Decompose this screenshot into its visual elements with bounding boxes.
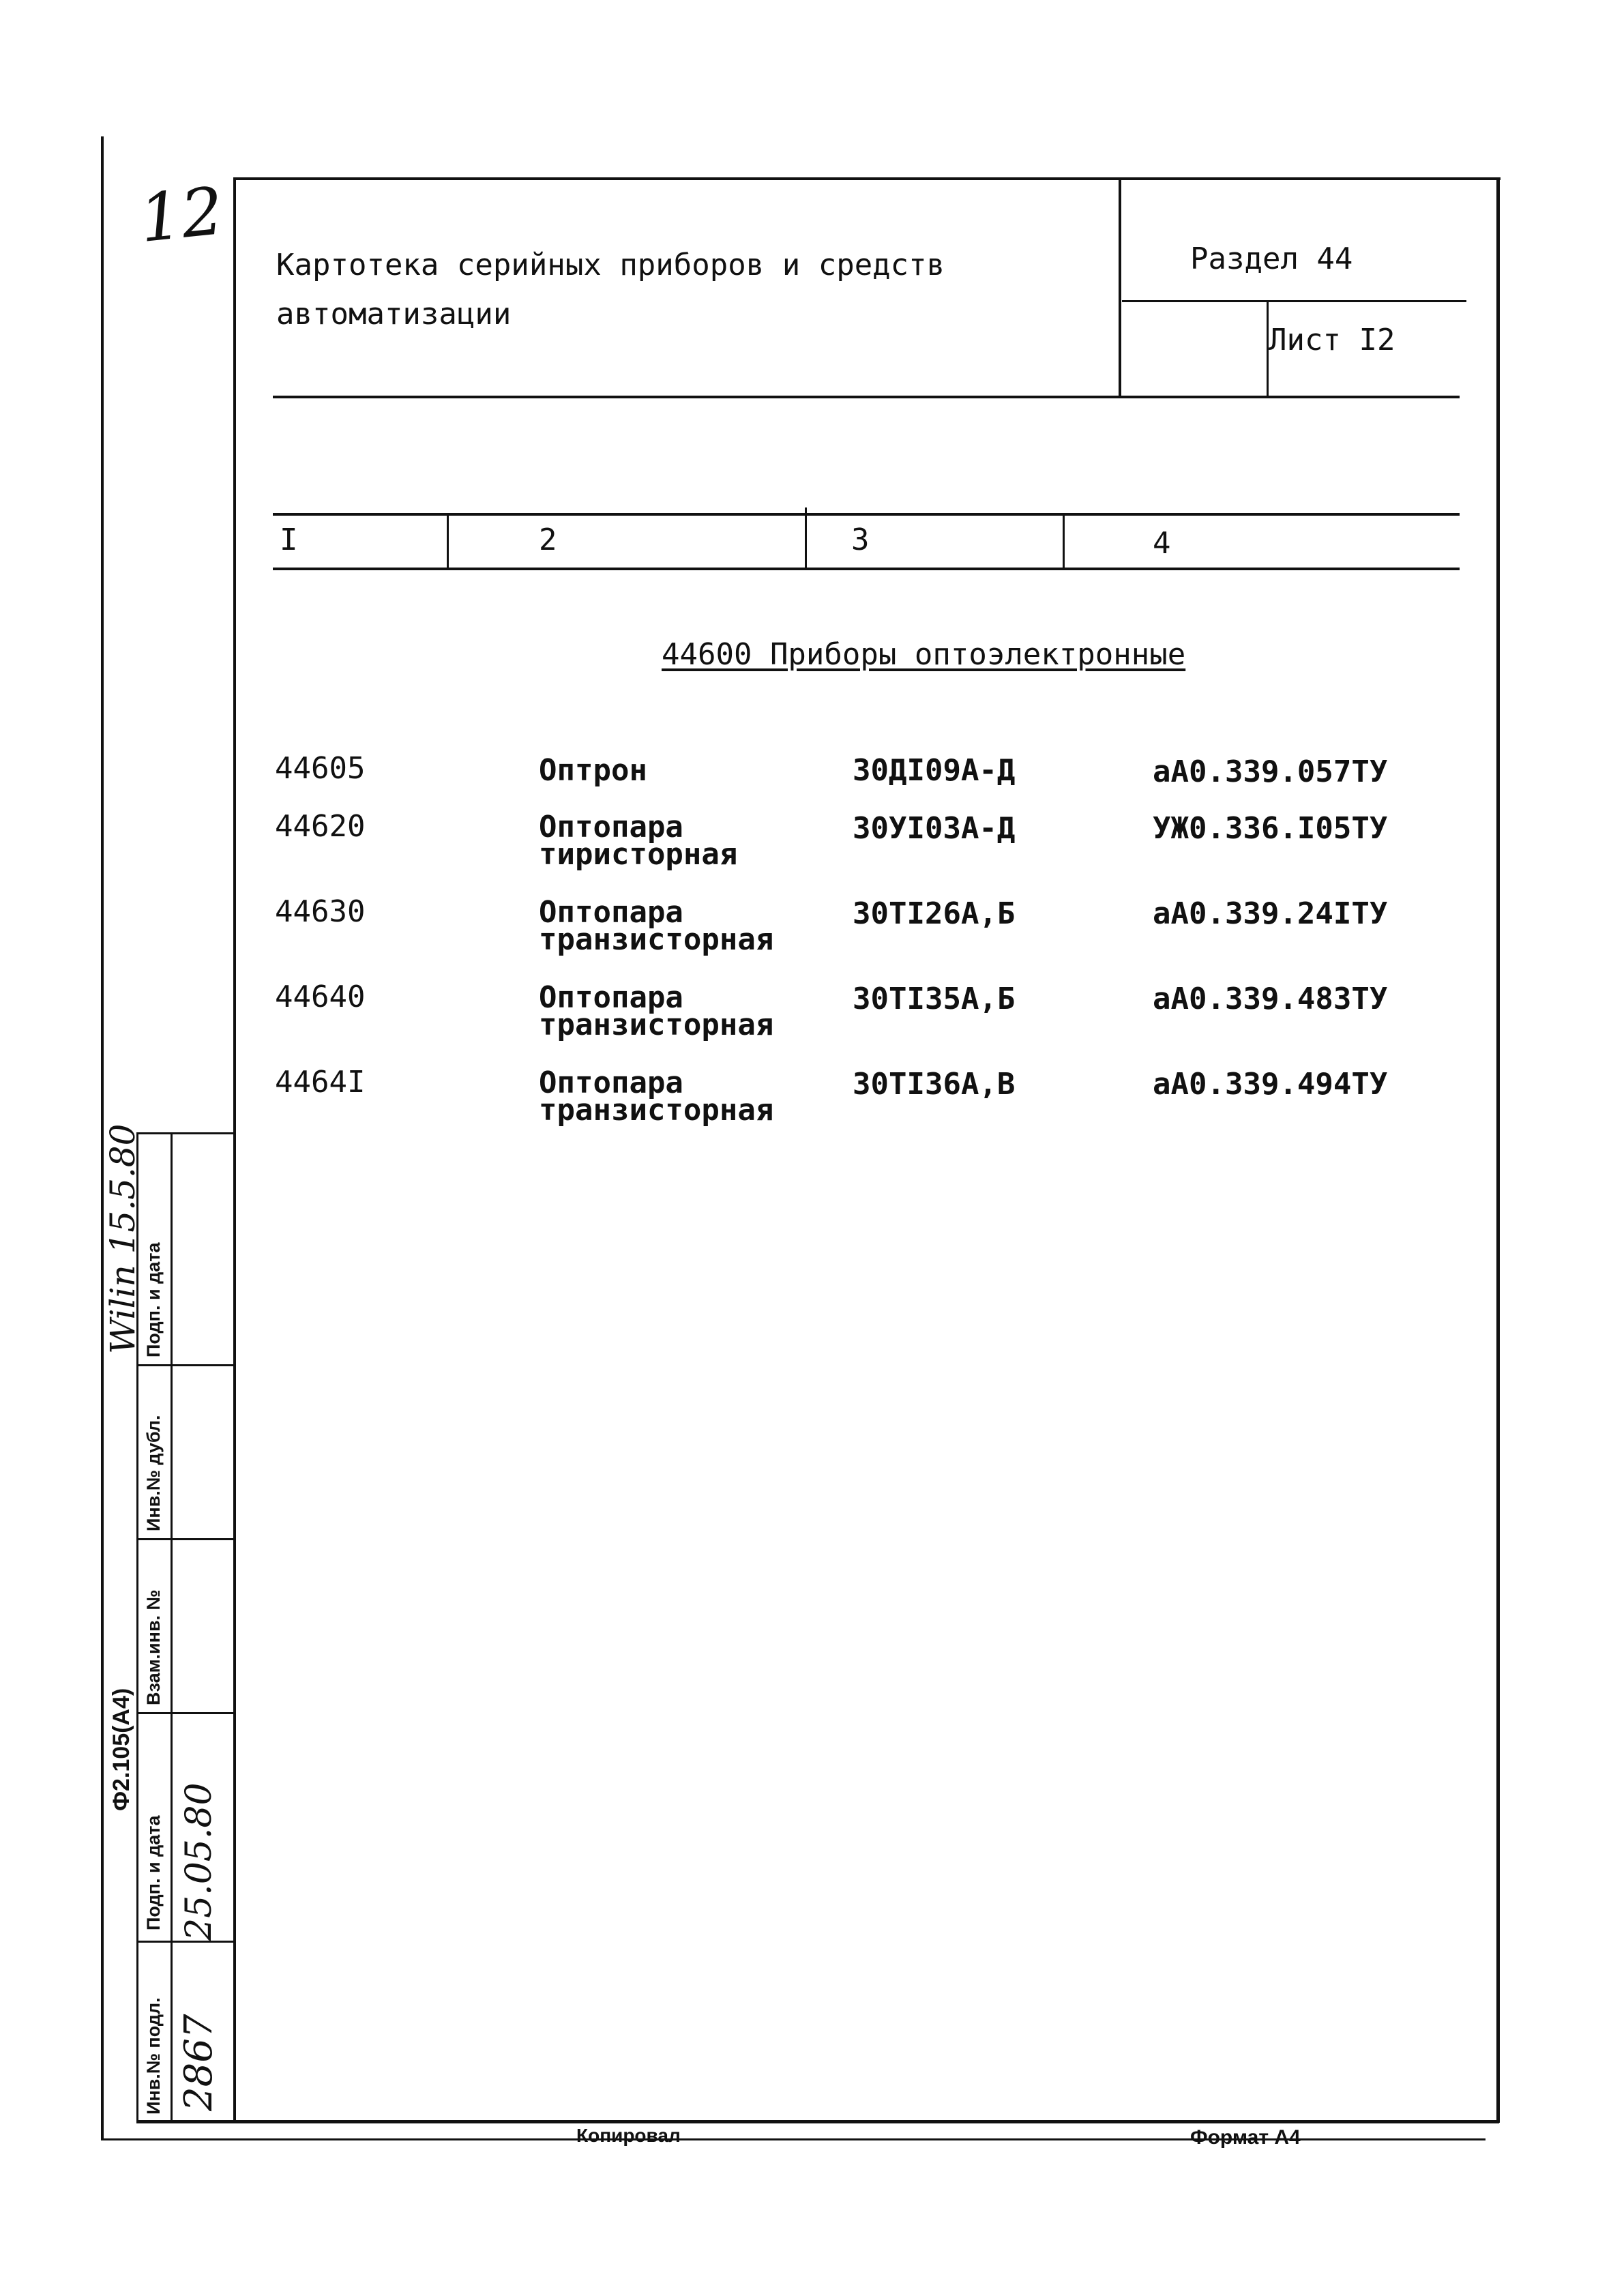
- row-name: [539, 810, 738, 872]
- stamp-label-podp-data-2: Подп. и дата: [143, 1242, 164, 1357]
- row-name-line1: Оптопара: [539, 980, 683, 1015]
- row-code: 44620: [275, 809, 366, 844]
- colnum-divider-2: [805, 507, 807, 570]
- handwritten-page-number: 12: [136, 172, 227, 258]
- row-type: 30ТI26А,Б: [853, 896, 1016, 931]
- group-heading: 44600 Приборы оптоэлектронные: [662, 637, 1186, 672]
- stamp-label-inv-dubl: Инв.№ дубл.: [143, 1415, 164, 1531]
- row-name: [539, 980, 774, 1042]
- row-name-line2: тиристорная: [539, 837, 738, 872]
- row-spec: аА0.339.24IТУ: [1153, 896, 1388, 931]
- handwritten-signature: Wilin 15.5.80: [103, 1123, 143, 1354]
- colnum-bottom-line: [273, 568, 1460, 570]
- stamp-divider-4: [136, 1941, 233, 1943]
- row-name-line2: транзисторная: [539, 922, 774, 957]
- row-name-line1: Оптрон: [539, 753, 647, 788]
- row-code: 44630: [275, 894, 366, 929]
- column-number-3: 3: [851, 523, 870, 557]
- row-name-line1: Оптопара: [539, 810, 683, 844]
- colnum-divider-3: [1063, 513, 1065, 570]
- header-title-line2: автоматизации: [276, 297, 512, 332]
- footer-copied-label: Копировал: [576, 2125, 681, 2146]
- row-name-line1: Оптопара: [539, 895, 683, 930]
- frame-bottom-line: [136, 2120, 1499, 2123]
- form-number-label: Ф2.105(А4): [108, 1688, 134, 1811]
- stamp-label-vzam-inv: Взам.инв. №: [143, 1589, 164, 1705]
- handwritten-date: 25.05.80: [179, 1782, 220, 1941]
- colnum-top-line: [273, 513, 1460, 516]
- header-title: [276, 241, 945, 339]
- frame-left-line: [233, 177, 236, 2121]
- row-name: [539, 895, 774, 957]
- footer-format-label: Формат А4: [1190, 2126, 1301, 2149]
- row-code: 4464I: [275, 1065, 366, 1100]
- column-number-1: I: [280, 523, 298, 557]
- sheet-label: Лист I2: [1269, 323, 1395, 357]
- row-name-line2: транзисторная: [539, 1007, 774, 1042]
- row-spec: аА0.339.494ТУ: [1153, 1067, 1388, 1102]
- column-number-2: 2: [539, 523, 557, 557]
- header-bottom-line: [273, 396, 1460, 398]
- frame-right-line: [1496, 177, 1500, 2123]
- stamp-column-divider: [171, 1132, 173, 2121]
- row-type: 30ДI09А-Д: [853, 753, 1016, 788]
- row-code: 44605: [275, 751, 366, 786]
- row-type: 30ТI35А,Б: [853, 982, 1016, 1016]
- colnum-divider-1: [447, 513, 449, 570]
- row-spec: аА0.339.057ТУ: [1153, 754, 1388, 789]
- stamp-label-podp-data-1: Подп. и дата: [143, 1815, 164, 1930]
- row-type: 30ТI36А,В: [853, 1067, 1016, 1102]
- section-label: Раздел 44: [1190, 241, 1353, 276]
- row-code: 44640: [275, 980, 366, 1014]
- stamp-label-inv-podl: Инв.№ подл.: [143, 1997, 164, 2115]
- stamp-divider-2: [136, 1538, 233, 1540]
- row-name: [539, 1065, 774, 1128]
- header-divider-vertical: [1119, 177, 1121, 396]
- row-spec: УЖ0.336.I05ТУ: [1153, 811, 1388, 846]
- row-name-line2: транзисторная: [539, 1093, 774, 1128]
- row-name-line1: Оптопара: [539, 1065, 683, 1100]
- row-spec: аА0.339.483ТУ: [1153, 982, 1388, 1016]
- row-name: [539, 753, 647, 788]
- frame-top-line: [235, 177, 1501, 180]
- handwritten-inventory-number: 2867: [177, 2014, 221, 2111]
- row-type: 30УI03А-Д: [853, 811, 1016, 846]
- header-title-line1: Картотека серийных приборов и средств: [276, 248, 945, 282]
- stamp-divider-1: [136, 1364, 233, 1366]
- stamp-divider-3: [136, 1712, 233, 1714]
- column-number-4: 4: [1153, 526, 1171, 561]
- stamp-top-line: [136, 1132, 233, 1134]
- header-divider-horizontal: [1122, 300, 1466, 302]
